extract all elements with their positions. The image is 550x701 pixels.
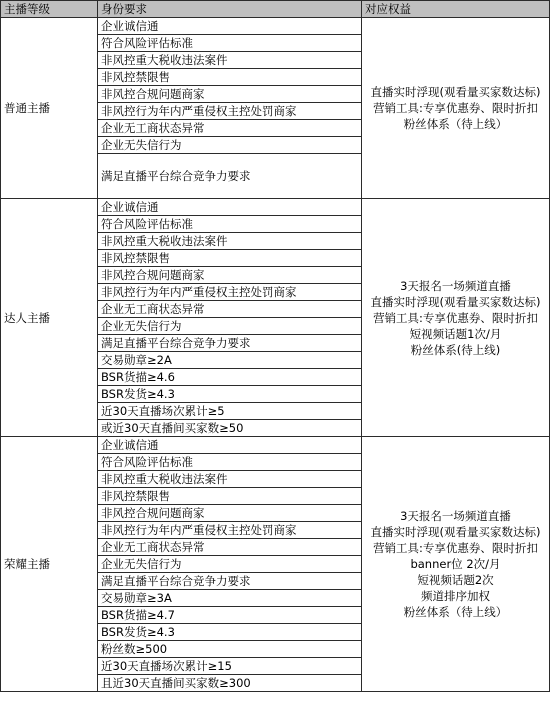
requirement-cell: 近30天直播场次累计≥15 [98,658,362,675]
requirement-cell: 满足直播平台综合竞争力要求 [98,335,362,352]
requirement-cell: 企业无工商状态异常 [98,301,362,318]
header-requirements: 身份要求 [98,1,362,18]
benefit-line: 营销工具:专享优惠券、限时折扣 [373,310,538,325]
benefit-line: 3天报名一场频道直播 [400,509,511,523]
requirement-cell: 非风控重大税收违法案件 [98,471,362,488]
requirement-cell: 符合风险评估标准 [98,454,362,471]
requirement-cell: BSR货描≥4.7 [98,607,362,624]
requirement-cell: 企业无工商状态异常 [98,120,362,137]
requirement-cell: BSR发货≥4.3 [98,386,362,403]
requirement-cell: 企业无失信行为 [98,318,362,335]
requirement-cell: 近30天直播场次累计≥5 [98,403,362,420]
header-row [1,1,550,18]
benefit-line: 直播实时浮现(观看量买家数达标) [370,294,541,309]
requirement-cell: 企业诚信通 [98,437,362,454]
requirement-cell: 非风控合规问题商家 [98,267,362,284]
requirement-cell: 企业无失信行为 [98,556,362,573]
requirement-cell: 且近30天直播间买家数≥300 [98,675,362,692]
benefit-line: 直播实时浮现(观看量买家数达标) [370,85,541,99]
benefit-line: 粉丝体系(待上线) [410,342,501,357]
requirement-cell: 或近30天直播间买家数≥50 [98,420,362,437]
requirement-cell: 非风控行为年内严重侵权主控处罚商家 [98,522,362,539]
benefit-line: 粉丝体系（待上线） [403,117,508,131]
requirement-cell: 非风控行为年内严重侵权主控处罚商家 [98,103,362,120]
requirement-cell: 非风控行为年内严重侵权主控处罚商家 [98,284,362,301]
level-cell: 普通主播 [1,18,98,199]
requirement-cell: 交易勋章≥3A [98,590,362,607]
header-benefits: 对应权益 [362,1,550,18]
requirement-cell: 企业诚信通 [98,199,362,216]
requirement-cell: 非风控重大税收违法案件 [98,233,362,250]
requirement-cell: 企业无工商状态异常 [98,539,362,556]
benefits-cell [362,18,550,199]
benefit-line: 3天报名一场频道直播 [400,278,511,293]
header-level: 主播等级 [1,1,98,18]
requirement-cell: 非风控禁限售 [98,488,362,505]
benefit-line: banner位 2次/月 [410,557,501,571]
requirement-cell: 交易勋章≥2A [98,352,362,369]
table-body [1,18,550,692]
benefit-line: 短视频话题2次 [417,573,494,587]
requirement-cell: 满足直播平台综合竞争力要求 [98,154,362,199]
requirement-cell: 企业诚信通 [98,18,362,35]
level-cell: 达人主播 [1,199,98,437]
requirement-cell: BSR货描≥4.6 [98,369,362,386]
requirement-cell: 非风控重大税收违法案件 [98,52,362,69]
requirement-cell: 符合风险评估标准 [98,216,362,233]
requirement-cell: BSR发货≥4.3 [98,624,362,641]
benefits-cell [362,199,550,437]
table-row [1,199,550,216]
requirement-cell: 符合风险评估标准 [98,35,362,52]
requirement-cell: 粉丝数≥500 [98,641,362,658]
table-header [1,1,550,18]
level-cell: 荣耀主播 [1,437,98,692]
benefit-line: 粉丝体系（待上线） [403,605,508,619]
benefit-line: 频道排序加权 [421,589,490,603]
benefit-line: 短视频话题1次/月 [409,326,502,341]
requirement-cell: 非风控合规问题商家 [98,505,362,522]
requirement-cell: 企业无失信行为 [98,137,362,154]
requirement-cell: 非风控合规问题商家 [98,86,362,103]
requirement-cell: 非风控禁限售 [98,250,362,267]
benefit-line: 营销工具:专享优惠券、限时折扣 [373,541,538,555]
benefit-line: 直播实时浮现(观看量买家数达标) [370,525,541,539]
requirement-cell: 满足直播平台综合竞争力要求 [98,573,362,590]
requirement-cell: 非风控禁限售 [98,69,362,86]
benefit-line: 营销工具:专享优惠券、限时折扣 [373,101,538,115]
table-row [1,18,550,35]
benefits-cell [362,437,550,692]
table-row [1,437,550,454]
